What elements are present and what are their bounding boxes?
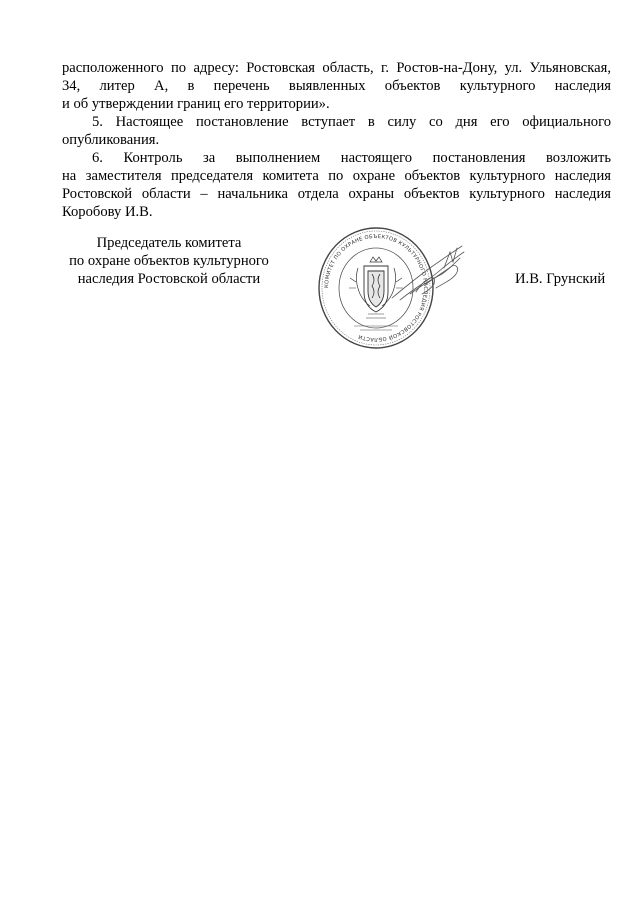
paragraph-line: 5. Настоящее постановление вступает в силу со дня его официального — [92, 114, 611, 130]
paragraph-line: 6. Контроль за выполнением настоящего постановления возложить — [92, 150, 611, 166]
signer-name: И.В. Грунский — [515, 271, 606, 287]
signer-position-line: Председатель комитета — [96, 235, 242, 251]
paragraph-line: расположенного по адресу: Ростовская область, г. Ростов-на-Дону, ул. Ульяновская, — [62, 60, 611, 76]
signer-position-line: наследия Ростовской области — [77, 271, 261, 287]
handwritten-signature — [386, 238, 468, 310]
paragraph-line: Коробову И.В. — [62, 204, 153, 220]
document-body — [62, 59, 611, 221]
signer-position — [62, 234, 276, 288]
paragraph-line: и об утверждении границ его территории». — [62, 96, 330, 112]
paragraph-line: 34, литер А, в перечень выявленных объектов культурного наследия — [62, 78, 611, 94]
signer-position-line: по охране объектов культурного — [69, 253, 269, 269]
paragraph-line: на заместителя председателя комитета по охране объектов культурного наследия — [62, 168, 611, 184]
seal-text: КОМИТЕТ ПО ОХРАНЕ ОБЪЕКТОВ КУЛЬТУРНОГО НАСЛЕДИЯ РОСТОВСКОЙ ОБЛАСТИ — [323, 233, 429, 343]
paragraph-line: Ростовской области – начальника отдела охраны объектов культурного наследия — [62, 186, 611, 202]
paragraph-line: опубликования. — [62, 132, 160, 148]
